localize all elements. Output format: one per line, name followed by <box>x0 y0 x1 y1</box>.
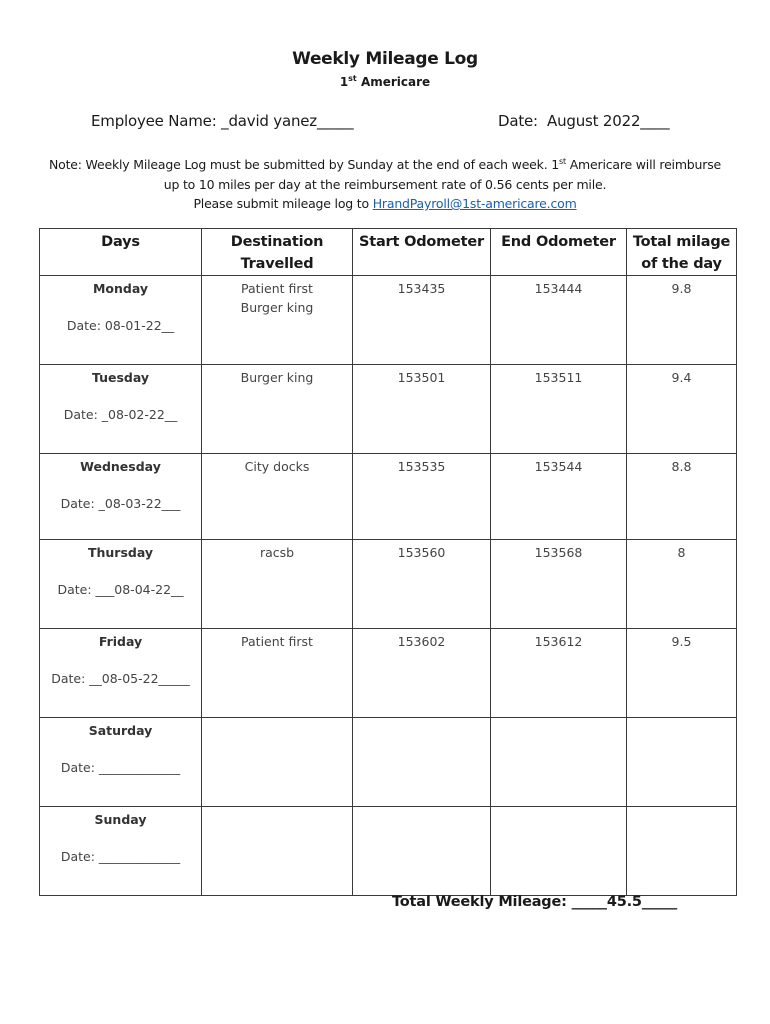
header-days: Days <box>40 229 202 276</box>
company-name <box>0 74 770 89</box>
start-odometer-cell: 153535 <box>353 454 491 540</box>
start-odometer-cell: 153501 <box>353 365 491 454</box>
destination-line: Patient first <box>241 634 313 649</box>
destination-cell <box>202 629 353 718</box>
day-date: Date: __08-05-22_____ <box>51 671 190 686</box>
employee-name-label: Employee Name: <box>91 112 217 130</box>
day-date: Date: ___08-04-22__ <box>57 582 184 597</box>
destination-cell <box>202 718 353 807</box>
note-text-3: Please submit mileage log to <box>193 196 373 212</box>
total-milage-cell <box>627 807 737 896</box>
table-row <box>40 365 737 454</box>
note-text-1: Note: Weekly Mileage Log must be submitted by Sunday at the end of each week. 1 <box>48 157 560 173</box>
destination-line: Burger king <box>240 370 314 385</box>
total-weekly-value: _____45.5_____ <box>571 894 678 910</box>
day-name: Friday <box>98 634 143 649</box>
day-date: Date: _08-03-22___ <box>60 496 181 511</box>
day-cell <box>40 629 202 718</box>
start-odometer-cell <box>353 718 491 807</box>
end-odometer-cell <box>491 718 627 807</box>
table-row <box>40 276 737 365</box>
company-num: 1 <box>339 75 349 89</box>
destination-cell <box>202 807 353 896</box>
employee-name-value: _david yanez_____ <box>221 112 354 130</box>
destination-cell <box>202 276 353 365</box>
total-milage-cell: 9.4 <box>627 365 737 454</box>
end-odometer-cell: 153568 <box>491 540 627 629</box>
start-odometer-cell: 153435 <box>353 276 491 365</box>
start-odometer-cell: 153602 <box>353 629 491 718</box>
end-odometer-cell: 153612 <box>491 629 627 718</box>
table-header-row <box>40 229 737 276</box>
table-row <box>40 454 737 540</box>
day-name: Thursday <box>87 545 154 560</box>
note-sup: st <box>559 157 566 166</box>
table-row <box>40 807 737 896</box>
day-date: Date: _08-02-22__ <box>63 407 178 422</box>
day-date: Date: 08-01-22__ <box>66 318 175 333</box>
header-start-odometer: Start Odometer <box>353 229 491 276</box>
day-date: Date: _____________ <box>60 760 181 775</box>
end-odometer-cell <box>491 807 627 896</box>
day-name: Tuesday <box>91 370 150 385</box>
header-destination: Destination Travelled <box>202 229 353 276</box>
company-text: Americare <box>356 75 431 89</box>
header-end-odometer: End Odometer <box>491 229 627 276</box>
day-name: Monday <box>92 281 149 296</box>
date-label: Date: <box>498 112 538 130</box>
total-milage-cell: 9.8 <box>627 276 737 365</box>
destination-line: racsb <box>259 545 295 560</box>
day-name: Wednesday <box>80 459 161 474</box>
destination-cell <box>202 454 353 540</box>
total-milage-cell: 8 <box>627 540 737 629</box>
day-cell <box>40 454 202 540</box>
employee-name-field <box>91 112 353 130</box>
note-text-2: Americare will reimburse up to 10 miles per day at the reimbursement rate of 0.56 cents per mile. <box>163 157 722 192</box>
start-odometer-cell: 153560 <box>353 540 491 629</box>
destination-line: City docks <box>244 459 310 474</box>
destination-cell <box>202 365 353 454</box>
day-cell <box>40 718 202 807</box>
total-milage-cell <box>627 718 737 807</box>
day-name: Sunday <box>94 812 147 827</box>
table-row <box>40 629 737 718</box>
destination-line: Patient first <box>241 281 313 296</box>
mileage-table <box>39 228 737 896</box>
date-value: August 2022____ <box>547 112 670 130</box>
email-link[interactable]: HrandPayroll@1st-americare.com <box>372 196 577 212</box>
day-cell <box>40 276 202 365</box>
header-total-milage: Total milage of the day <box>627 229 737 276</box>
table-row <box>40 540 737 629</box>
total-weekly-mileage <box>392 894 677 910</box>
start-odometer-cell <box>353 807 491 896</box>
end-odometer-cell: 153444 <box>491 276 627 365</box>
day-name: Saturday <box>88 723 153 738</box>
total-milage-cell: 9.5 <box>627 629 737 718</box>
destination-cell <box>202 540 353 629</box>
day-cell <box>40 540 202 629</box>
company-sup: st <box>348 74 357 83</box>
total-weekly-label: Total Weekly Mileage: <box>392 894 567 910</box>
destination-line: Burger king <box>240 300 314 315</box>
table-row <box>40 718 737 807</box>
day-cell <box>40 365 202 454</box>
day-cell <box>40 807 202 896</box>
end-odometer-cell: 153511 <box>491 365 627 454</box>
page-title: Weekly Mileage Log <box>292 49 478 69</box>
day-date: Date: _____________ <box>60 849 181 864</box>
submission-note <box>40 152 730 214</box>
date-field <box>498 112 669 130</box>
total-milage-cell: 8.8 <box>627 454 737 540</box>
end-odometer-cell: 153544 <box>491 454 627 540</box>
